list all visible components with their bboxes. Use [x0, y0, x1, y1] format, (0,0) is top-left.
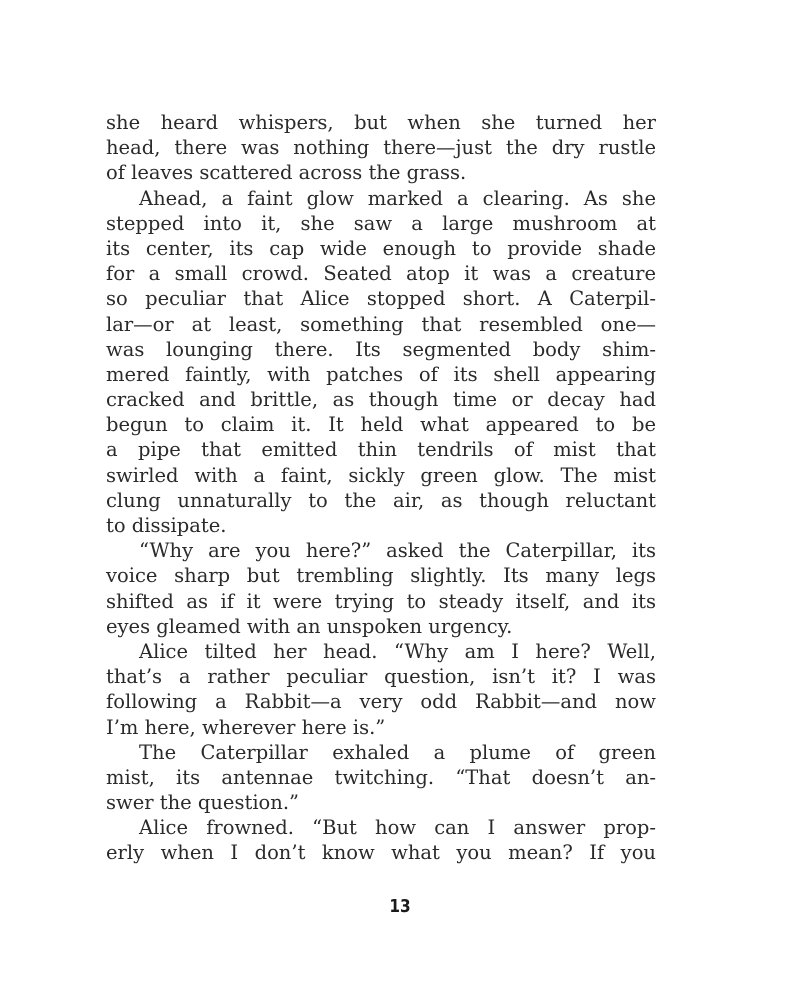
text-line: voice sharp but trembling slightly. Its many legs — [106, 564, 656, 588]
text-line: Ahead, a faint glow marked a clearing. As she — [139, 186, 656, 210]
text-line: The Caterpillar exhaled a plume of green — [139, 740, 656, 764]
text-line: following a Rabbit—a very odd Rabbit—and now — [106, 690, 656, 714]
text-line: eyes gleamed with an unspoken urgency. — [106, 614, 513, 638]
text-line: its center, its cap wide enough to provide shade — [106, 236, 656, 260]
text-line: swirled with a faint, sickly green glow. The mist — [106, 463, 656, 487]
text-line: shifted as if it were trying to steady itself, and its — [106, 589, 656, 613]
text-line: I’m here, wherever here is.” — [106, 715, 386, 739]
text-line: stepped into it, she saw a large mushroom at — [106, 211, 656, 235]
text-line: she heard whispers, but when she turned her — [106, 111, 656, 134]
text-line: to dissipate. — [106, 514, 227, 537]
text-line: head, there was nothing there—just the dry rustle — [106, 136, 656, 160]
text-line: cracked and brittle, as though time or decay had — [106, 388, 656, 412]
text-line: Alice frowned. “But how can I answer prop- — [139, 816, 656, 840]
text-line: begun to claim it. It held what appeared to be — [106, 413, 656, 437]
text-line: erly when I don’t know what you mean? If you — [106, 841, 656, 865]
page-number: 13 — [389, 896, 411, 917]
text-line: mered faintly, with patches of its shell appearing — [106, 362, 656, 386]
text-line: so peculiar that Alice stopped short. A Caterpil- — [106, 287, 656, 311]
text-line: Alice tilted her head. “Why am I here? Well, — [139, 639, 656, 663]
text-line: was lounging there. Its segmented body shim- — [106, 337, 656, 361]
text-line: for a small crowd. Seated atop it was a creature — [106, 262, 656, 286]
text-line: of leaves scattered across the grass. — [106, 161, 467, 185]
body-text — [106, 110, 656, 866]
text-line: swer the question.” — [106, 791, 300, 815]
text-line: “Why are you here?” asked the Caterpillar, its — [139, 539, 656, 563]
text-line: clung unnaturally to the air, as though reluctant — [106, 488, 656, 512]
text-line: a pipe that emitted thin tendrils of mist that — [106, 438, 656, 462]
text-line: that’s a rather peculiar question, isn’t it? I was — [106, 665, 656, 689]
text-line: lar—or at least, something that resembled one— — [106, 312, 656, 336]
text-line: mist, its antennae twitching. “That doesn’t an- — [106, 765, 656, 789]
